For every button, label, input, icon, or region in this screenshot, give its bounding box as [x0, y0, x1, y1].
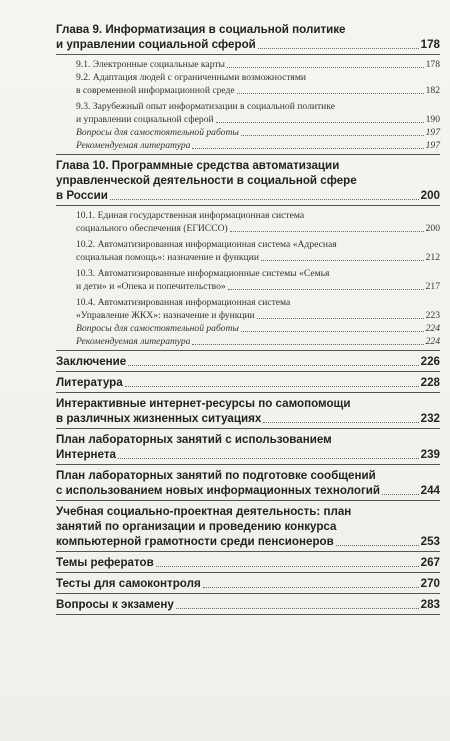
section-title: Тесты для самоконтроля: [56, 577, 201, 590]
section-title-cont: с использованием новых информационных технологий: [56, 484, 381, 497]
item-title: 10.3. Автоматизированные информационные системы «Семья: [76, 268, 330, 279]
leader-dots: [125, 386, 419, 387]
toc-social-project[interactable]: [56, 504, 440, 549]
chapter-title-line-3: в России: [56, 189, 108, 202]
toc-item-9-1[interactable]: [56, 58, 440, 71]
leader-dots: [237, 93, 424, 94]
section-title: Интерактивные интернет-ресурсы по самопомощи: [56, 397, 351, 410]
toc-item-9-3[interactable]: [56, 100, 440, 126]
item-title: Рекомендуемая литература: [76, 336, 191, 347]
item-title: Рекомендуемая литература: [76, 140, 191, 151]
divider: [56, 572, 440, 573]
toc-literature-10[interactable]: [56, 335, 440, 348]
toc-item-10-3[interactable]: [56, 267, 440, 293]
item-title: 9.2. Адаптация людей с ограниченными возможностями: [76, 72, 307, 83]
divider: [56, 500, 440, 501]
divider: [56, 464, 440, 465]
toc-exam-questions[interactable]: [56, 597, 440, 612]
page-number: 244: [420, 484, 440, 497]
toc-questions-10[interactable]: [56, 322, 440, 335]
section-title-cont: Интернета: [56, 448, 116, 461]
leader-dots: [110, 199, 419, 200]
toc-literature[interactable]: [56, 375, 440, 390]
item-title: Вопросы для самостоятельной работы: [76, 323, 239, 334]
toc-internet-resources[interactable]: [56, 396, 440, 426]
leader-dots: [230, 231, 424, 232]
item-title-cont: и управлении социальной сферой: [76, 114, 214, 125]
page-number: 217: [425, 281, 440, 292]
page-number: 232: [420, 412, 440, 425]
leader-dots: [382, 494, 419, 495]
toc-lab-plan-messages[interactable]: [56, 468, 440, 498]
divider: [56, 54, 440, 55]
leader-dots: [228, 289, 424, 290]
item-title-cont: социальная помощь»: назначение и функции: [76, 252, 259, 263]
divider: [56, 392, 440, 393]
leader-dots: [118, 458, 419, 459]
item-title-cont: в современной информационной среде: [76, 85, 235, 96]
divider: [56, 205, 440, 206]
page-number: 267: [420, 556, 440, 569]
toc-conclusion[interactable]: [56, 354, 440, 369]
table-of-contents: [56, 22, 440, 618]
leader-dots: [257, 318, 424, 319]
page-number: 182: [425, 85, 440, 96]
section-title: План лабораторных занятий по подготовке сообщений: [56, 469, 376, 482]
divider: [56, 551, 440, 552]
toc-item-10-4[interactable]: [56, 296, 440, 322]
item-title: 10.4. Автоматизированная информационная система: [76, 297, 291, 308]
leader-dots: [263, 422, 418, 423]
section-title-cont: занятий по организации и проведению конкурса: [56, 520, 337, 533]
page-number: 197: [425, 127, 440, 138]
toc-literature-9[interactable]: [56, 139, 440, 152]
leader-dots: [258, 48, 419, 49]
item-title: Вопросы для самостоятельной работы: [76, 127, 239, 138]
leader-dots: [241, 135, 424, 136]
chapter-title-line-1: Глава 9. Информатизация в социальной политике: [56, 23, 346, 36]
section-title: Вопросы к экзамену: [56, 598, 174, 611]
section-title-cont: в различных жизненных ситуациях: [56, 412, 262, 425]
leader-dots: [261, 260, 424, 261]
divider: [56, 371, 440, 372]
leader-dots: [203, 587, 419, 588]
leader-dots: [176, 608, 419, 609]
page-number: 253: [420, 535, 440, 548]
page-number: 212: [425, 252, 440, 263]
item-title: 10.1. Единая государственная информационная система: [76, 210, 305, 221]
leader-dots: [156, 566, 419, 567]
item-title-cont: «Управление ЖКХ»: назначение и функции: [76, 310, 255, 321]
toc-chapter-10[interactable]: [56, 158, 440, 203]
page-number: 224: [425, 336, 440, 347]
section-title: Учебная социально-проектная деятельность: план: [56, 505, 352, 518]
page-number: 223: [425, 310, 440, 321]
section-title-cont: компьютерной грамотности среди пенсионеров: [56, 535, 334, 548]
chapter-title-line-1: Глава 10. Программные средства автоматизации: [56, 159, 340, 172]
page-number: 190: [425, 114, 440, 125]
item-title-cont: социального обеспечения (ЕГИССО): [76, 223, 228, 234]
leader-dots: [241, 331, 424, 332]
item-title: 9.3. Зарубежный опыт информатизации в социальной политике: [76, 101, 335, 112]
page-number: 200: [425, 223, 440, 234]
toc-item-10-1[interactable]: [56, 209, 440, 235]
section-title: Темы рефератов: [56, 556, 154, 569]
item-title: 9.1. Электронные социальные карты: [76, 59, 225, 70]
leader-dots: [216, 122, 424, 123]
divider: [56, 350, 440, 351]
item-title: 10.2. Автоматизированная информационная система «Адресная: [76, 239, 337, 250]
toc-item-9-2[interactable]: [56, 71, 440, 97]
leader-dots: [227, 67, 424, 68]
toc-questions-9[interactable]: [56, 126, 440, 139]
toc-essay-topics[interactable]: [56, 555, 440, 570]
item-title-cont: и дети» и «Опека и попечительство»: [76, 281, 226, 292]
divider: [56, 428, 440, 429]
page-number: 197: [425, 140, 440, 151]
section-title: Заключение: [56, 355, 127, 368]
page-number: 178: [425, 59, 440, 70]
divider: [56, 154, 440, 155]
toc-item-10-2[interactable]: [56, 238, 440, 264]
leader-dots: [192, 344, 423, 345]
toc-chapter-9[interactable]: [56, 22, 440, 52]
page-number: 226: [420, 355, 440, 368]
section-title: План лабораторных занятий с использованием: [56, 433, 332, 446]
toc-self-tests[interactable]: [56, 576, 440, 591]
toc-lab-plan-internet[interactable]: [56, 432, 440, 462]
leader-dots: [128, 365, 418, 366]
page-number: 178: [420, 38, 440, 51]
page-number: 283: [420, 598, 440, 611]
page-number: 228: [420, 376, 440, 389]
divider: [56, 593, 440, 594]
page-number: 270: [420, 577, 440, 590]
page-number: 200: [420, 189, 440, 202]
page-number: 239: [420, 448, 440, 461]
chapter-title-line-2: и управлении социальной сферой: [56, 38, 256, 51]
chapter-title-line-2: управленческой деятельности в социальной сфере: [56, 174, 357, 187]
page-number: 224: [425, 323, 440, 334]
divider: [56, 614, 440, 615]
leader-dots: [336, 545, 419, 546]
leader-dots: [192, 148, 423, 149]
section-title: Литература: [56, 376, 123, 389]
